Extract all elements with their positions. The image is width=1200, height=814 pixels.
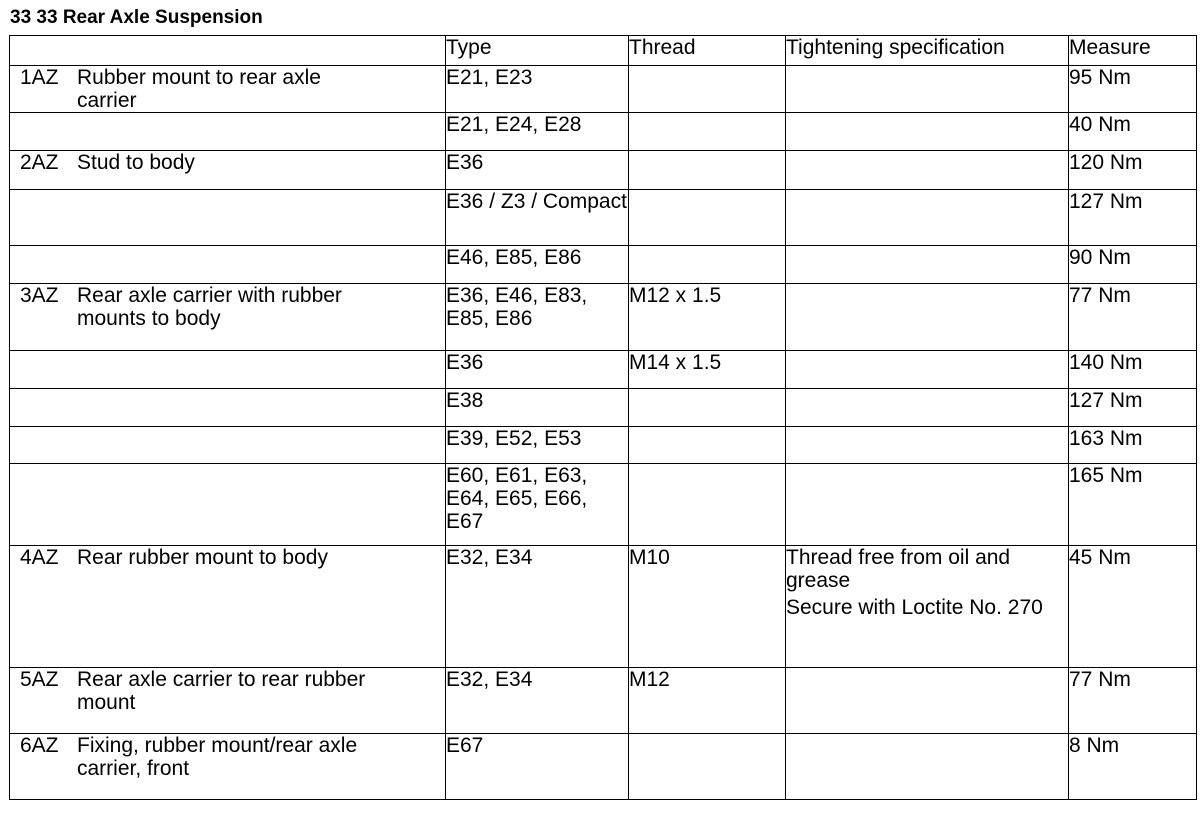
tightening-cell (786, 151, 1069, 190)
type-cell (446, 389, 629, 427)
thread-cell (629, 464, 786, 546)
position-code: 3AZ (20, 284, 59, 307)
position-description: Stud to body (77, 151, 195, 174)
thread-value: M12 (629, 668, 670, 691)
tightening-cell (786, 464, 1069, 546)
table-row (10, 66, 1197, 113)
table-row (10, 113, 1197, 151)
position-cell (10, 427, 446, 464)
thread-cell (629, 734, 786, 800)
position-cell (10, 464, 446, 546)
measure-cell (1069, 190, 1197, 246)
header-type: Type (446, 36, 629, 66)
type-cell (446, 190, 629, 246)
measure-value: 127 Nm (1069, 389, 1143, 412)
type-value: E60, E61, E63, E64, E65, E66, E67 (446, 464, 588, 533)
table-row (10, 351, 1197, 389)
measure-value: 40 Nm (1069, 113, 1131, 136)
position-code: 2AZ (20, 151, 59, 174)
type-value: E38 (446, 389, 484, 412)
position-code: 6AZ (20, 734, 59, 757)
position-code: 5AZ (20, 668, 59, 691)
header-thread: Thread (629, 36, 786, 66)
thread-value: M10 (629, 546, 670, 569)
measure-value: 77 Nm (1069, 284, 1131, 307)
table-row (10, 734, 1197, 800)
type-value: E36 (446, 151, 484, 174)
thread-cell (629, 427, 786, 464)
table-row (10, 246, 1197, 284)
measure-value: 163 Nm (1069, 427, 1143, 450)
type-cell (446, 151, 629, 190)
thread-cell (629, 66, 786, 113)
position-cell (10, 351, 446, 389)
tightening-cell (786, 668, 1069, 734)
type-cell (446, 113, 629, 151)
type-cell (446, 734, 629, 800)
thread-cell (629, 389, 786, 427)
header-row (10, 36, 1197, 66)
table-row (10, 190, 1197, 246)
tightening-note-secondary: Secure with Loctite No. 270 (786, 596, 1043, 619)
tightening-cell (786, 546, 1069, 668)
thread-cell (629, 284, 786, 351)
header-position (10, 36, 446, 66)
measure-cell (1069, 464, 1197, 546)
tightening-cell (786, 113, 1069, 151)
position-description: Rear rubber mount to body (77, 546, 328, 569)
table-row (10, 464, 1197, 546)
measure-value: 90 Nm (1069, 246, 1131, 269)
measure-value: 95 Nm (1069, 66, 1131, 89)
type-cell (446, 464, 629, 546)
tightening-cell (786, 190, 1069, 246)
type-value: E46, E85, E86 (446, 246, 582, 269)
measure-value: 45 Nm (1069, 546, 1131, 569)
measure-cell (1069, 546, 1197, 668)
type-value: E36, E46, E83, E85, E86 (446, 284, 588, 330)
measure-cell (1069, 113, 1197, 151)
table-row (10, 151, 1197, 190)
measure-value: 77 Nm (1069, 668, 1131, 691)
thread-cell (629, 668, 786, 734)
thread-cell (629, 151, 786, 190)
position-code: 1AZ (20, 66, 59, 89)
tightening-cell (786, 734, 1069, 800)
type-value: E32, E34 (446, 546, 533, 569)
thread-cell (629, 113, 786, 151)
measure-cell (1069, 66, 1197, 113)
measure-cell (1069, 246, 1197, 284)
position-cell (10, 389, 446, 427)
thread-cell (629, 546, 786, 668)
tightening-cell (786, 66, 1069, 113)
position-cell (10, 66, 446, 113)
measure-cell (1069, 427, 1197, 464)
type-value: E32, E34 (446, 668, 533, 691)
tightening-cell (786, 284, 1069, 351)
position-cell (10, 668, 446, 734)
measure-value: 165 Nm (1069, 464, 1143, 487)
position-cell (10, 284, 446, 351)
type-value: E39, E52, E53 (446, 427, 582, 450)
thread-value: M12 x 1.5 (629, 284, 722, 307)
type-cell (446, 246, 629, 284)
position-cell (10, 113, 446, 151)
measure-cell (1069, 389, 1197, 427)
table-row (10, 546, 1197, 668)
position-description: Rubber mount to rear axle carrier (77, 66, 321, 112)
type-value: E36 (446, 351, 484, 374)
position-description: Fixing, rubber mount/rear axle carrier, front (77, 734, 358, 780)
tightening-cell (786, 427, 1069, 464)
type-value: E21, E23 (446, 66, 533, 89)
position-cell (10, 246, 446, 284)
position-description: Rear axle carrier to rear rubber mount (77, 668, 366, 714)
measure-cell (1069, 734, 1197, 800)
torque-spec-table (9, 35, 1197, 800)
type-cell (446, 284, 629, 351)
position-cell (10, 546, 446, 668)
thread-cell (629, 351, 786, 389)
position-cell (10, 190, 446, 246)
tightening-cell (786, 389, 1069, 427)
type-cell (446, 668, 629, 734)
tightening-cell (786, 246, 1069, 284)
page-title: 33 33 Rear Axle Suspension (10, 7, 263, 28)
table-row (10, 668, 1197, 734)
position-code: 4AZ (20, 546, 59, 569)
table-row (10, 284, 1197, 351)
type-value: E36 / Z3 / Compact (446, 190, 627, 213)
table-row (10, 427, 1197, 464)
thread-cell (629, 190, 786, 246)
header-tightening-specification: Tightening specification (786, 36, 1069, 66)
measure-cell (1069, 351, 1197, 389)
type-cell (446, 66, 629, 113)
tightening-cell (786, 351, 1069, 389)
tightening-note: Thread free from oil and grease (786, 546, 1011, 592)
table-body (10, 66, 1197, 800)
type-value: E67 (446, 734, 484, 757)
header-measure: Measure (1069, 36, 1197, 66)
type-cell (446, 546, 629, 668)
measure-value: 140 Nm (1069, 351, 1143, 374)
measure-cell (1069, 151, 1197, 190)
type-cell (446, 427, 629, 464)
measure-value: 127 Nm (1069, 190, 1143, 213)
type-value: E21, E24, E28 (446, 113, 582, 136)
measure-value: 120 Nm (1069, 151, 1143, 174)
type-cell (446, 351, 629, 389)
position-description: Rear axle carrier with rubber mounts to body (77, 284, 342, 330)
position-cell (10, 734, 446, 800)
thread-value: M14 x 1.5 (629, 351, 722, 374)
measure-value: 8 Nm (1069, 734, 1120, 757)
measure-cell (1069, 284, 1197, 351)
table-row (10, 389, 1197, 427)
measure-cell (1069, 668, 1197, 734)
thread-cell (629, 246, 786, 284)
position-cell (10, 151, 446, 190)
